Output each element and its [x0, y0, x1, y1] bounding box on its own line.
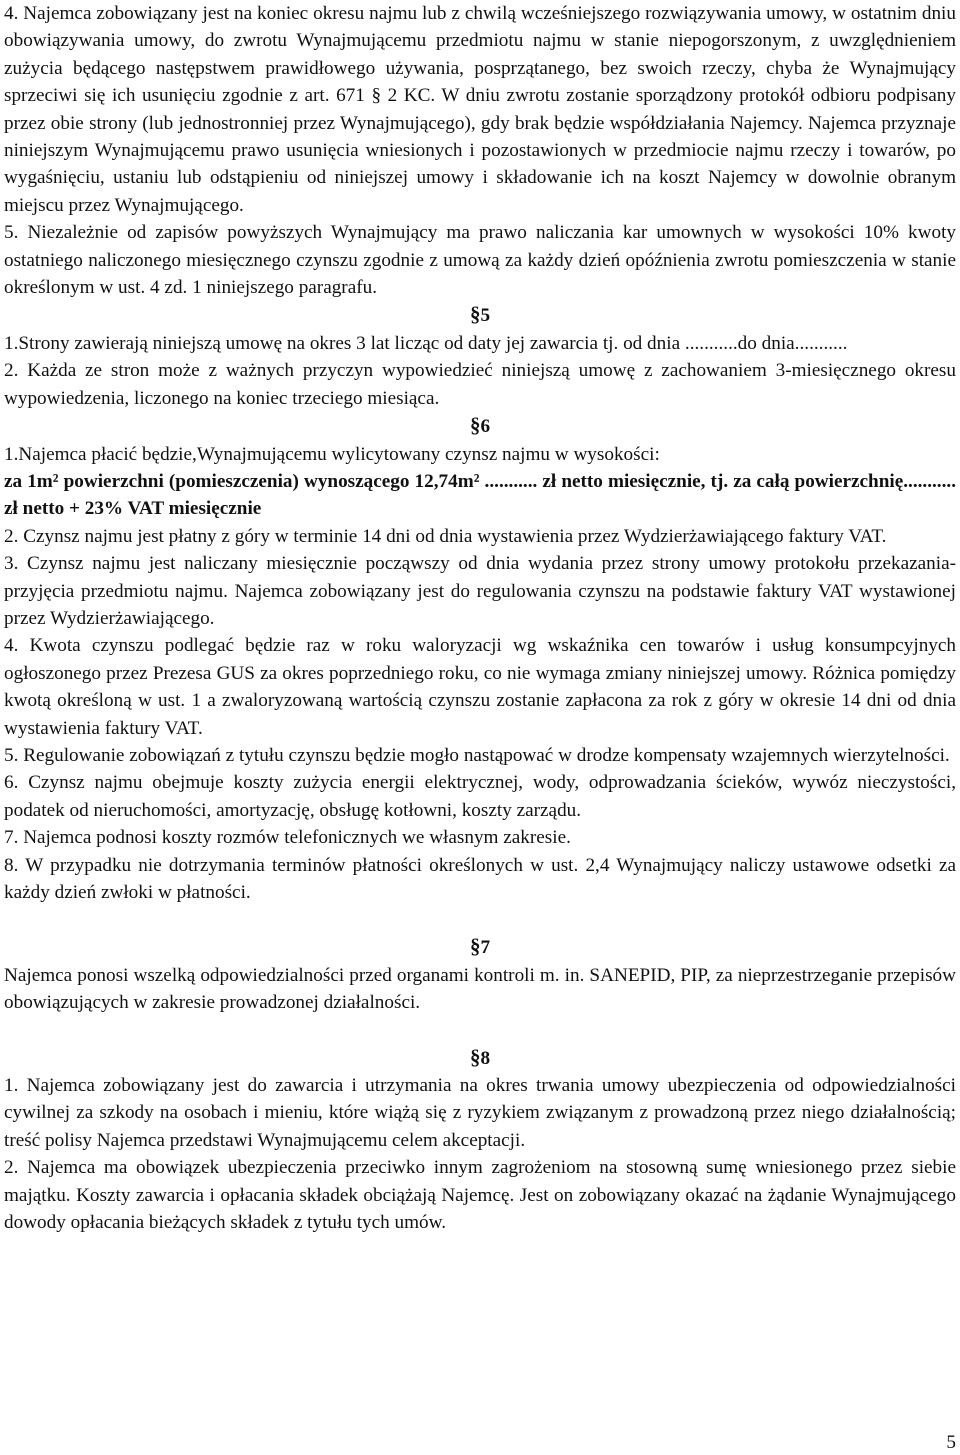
section-6-item-3: 3. Czynsz najmu jest naliczany miesięcznie począwszy od dnia wydania przez strony umowy protokołu przekazania-przyjęcia przedmiotu najmu. Najemca zobowiązany jest do regulowania czynszu na podstawie faktury VAT wystawionej przez Wydzierżawiającego.	[4, 553, 956, 629]
section-7-text: Najemca ponosi wszelką odpowiedzialności przed organami kontroli m. in. SANEPID, PIP, za nieprzestrzeganie przepisów obowiązujących w zakresie prowadzonej działalności.	[4, 964, 956, 1014]
section-symbol: §	[469, 934, 481, 959]
section-number: 7	[480, 937, 491, 959]
section-6-item-6: 6. Czynsz najmu obejmuje koszty zużycia energii elektrycznej, wody, odprowadzania ścieków, wywóz nieczystości, podatek od nieruchomości, amortyzację, obsługę kotłowni, koszty zarządu.	[4, 772, 956, 821]
section-number: 5	[480, 305, 491, 327]
section-number: 8	[480, 1047, 491, 1069]
section-heading-7	[4, 933, 956, 961]
section-heading-5	[4, 301, 956, 329]
section-8-item-1: 1. Najemca zobowiązany jest do zawarcia i utrzymania na okres trwania umowy ubezpieczenia od odpowiedzialności cywilnej za szkody na osobach i mieniu, które wiążą się z ryzykiem związanym z prowadzoną przez niego działalnością; treść polisy Najemca przedstawi Wynajmującemu celem akceptacji.	[4, 1075, 956, 1151]
section-6-item-5: 5. Regulowanie zobowiązań z tytułu czynszu będzie mogło nastąpować w drodze kompensaty wzajemnych wierzytelności.	[4, 744, 950, 766]
section-6-item-1	[4, 441, 956, 523]
section-5-item-2: 2. Każda ze stron może z ważnych przyczyn wypowiedzieć niniejszą umowę z zachowaniem 3-miesięcznego okresu wypowiedzenia, liczonego na koniec trzeciego miesiąca.	[4, 360, 956, 409]
section-6-item-8: 8. W przypadku nie dotrzymania terminów płatności określonych w ust. 2,4 Wynajmujący naliczy ustawowe odsetki za każdy dzień zwłoki w płatności.	[4, 854, 956, 903]
page-number: 5	[946, 1432, 956, 1453]
section-symbol: §	[469, 302, 481, 327]
clause-5-paragraph: 5. Niezależnie od zapisów powyższych Wynajmujący ma prawo naliczania kar umownych w wysokości 10% kwoty ostatniego naliczonego miesięcznego czynszu zgodnie z umową za każdy dzień opóźnienia zwrotu pomieszczenia w stanie określonym w ust. 4 zd. 1 niniejszego paragrafu.	[4, 222, 956, 299]
section-5-item-1: 1.Strony zawierają niniejszą umowę na okres 3 lat licząc od daty jej zawarcia tj. od dnia ...........do dnia...........	[4, 332, 848, 354]
section-symbol: §	[469, 413, 481, 438]
section-6-item-1-text: 1.Najemca płacić będzie,Wynajmującemu wylicytowany czynsz najmu w wysokości:	[4, 443, 660, 465]
section-6-item-7: 7. Najemca podnosi koszty rozmów telefonicznych we własnym zakresie.	[4, 827, 571, 849]
section-heading-6	[4, 412, 956, 440]
document-page	[4, 0, 956, 1236]
section-symbol: §	[469, 1044, 481, 1069]
section-6-item-2: 2. Czynsz najmu jest płatny z góry w terminie 14 dni od dnia wystawienia przez Wydzierżawiającego faktury VAT.	[4, 525, 887, 547]
clause-4-paragraph	[4, 0, 956, 219]
spacer	[4, 1017, 956, 1044]
clause-4-text-b: 2 KC. W dniu zwrotu zostanie sporządzony protokół odbioru podpisany przez obie strony (lub jednostronniej przez Wynajmującego), gdy brak będzie współdziałania Najemcy. Najemca przyznaje niniejszym Wynajmującemu prawo usunięcia wniesionych i pozostawionych w przedmiocie najmu rzeczy i towarów, po wygaśnięciu, ustaniu lub odstąpieniu od niniejszej umowy i składowanie ich na koszt Najemcy w dowolnie obranym miejscu przez Wynajmującego.	[4, 85, 956, 216]
rent-amount-line: za 1m² powierzchni (pomieszczenia) wynoszącego 12,74m² ........... zł netto miesięcznie, tj. za całą powierzchnię........... zł netto + 23% VAT miesięcznie	[4, 470, 956, 520]
section-6-item-4: 4. Kwota czynszu podlegać będzie raz w roku waloryzacji wg wskaźnika cen towarów i usług konsumpcyjnych ogłoszonego przez Prezesa GUS za okres poprzedniego roku, co nie wymaga zmiany niniejszej umowy. Różnica pomiędzy kwotą określoną w ust. 1 a zwaloryzowaną wartością czynszu zostanie zapłacona za rok z góry w okresie 14 dni od dnia wystawienia faktury VAT.	[4, 635, 956, 739]
spacer	[4, 906, 956, 933]
section-8-item-2: 2. Najemca ma obowiązek ubezpieczenia przeciwko innym zagrożeniom na stosowną sumę wniesionego przez siebie majątku. Koszty zawarcia i opłacania składek obciążają Najemcę. Jest on zobowiązany okazać na żądanie Wynajmującego dowody opłacania bieżących składek z tytułu tych umów.	[4, 1157, 956, 1234]
section-heading-8	[4, 1044, 956, 1072]
clause-4-text-a: 4. Najemca zobowiązany jest na koniec okresu najmu lub z chwilą wcześniejszego rozwiązywania umowy, w ostatnim dniu obowiązywania umowy, do zwrotu Wynajmującemu przedmiotu najmu w stanie niepogorszonym, z uwzględnieniem zużycia będącego następstwem prawidłowego używania, posprzątanego, bez swoich rzeczy, chyba że Wynajmujący sprzeciwi się ich usunięciu zgodnie z art. 671	[4, 3, 956, 107]
section-number: 6	[480, 416, 491, 438]
section-symbol: §	[371, 85, 382, 107]
